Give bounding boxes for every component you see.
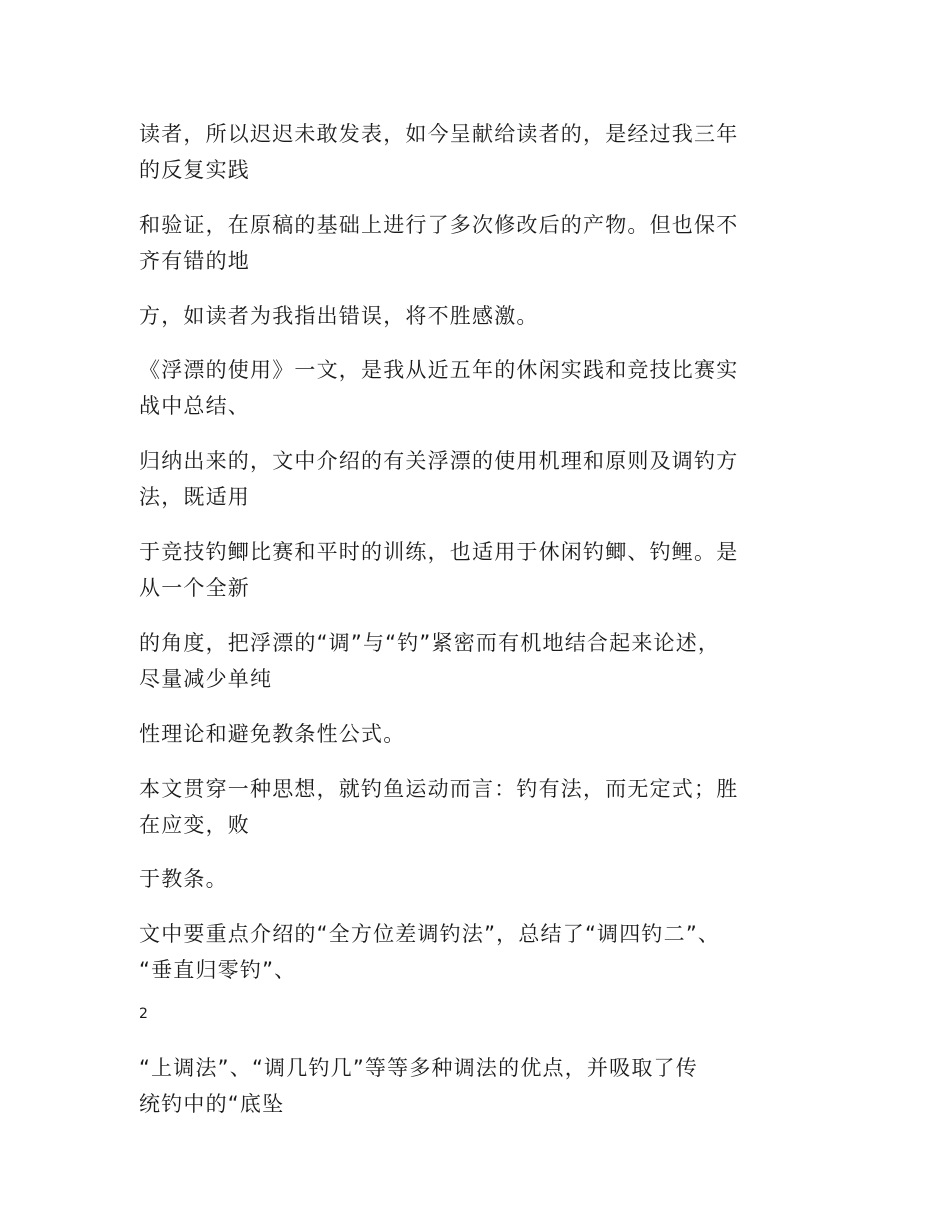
paragraph-7: 的角度，把浮漂的“调”与“钓”紧密而有机地结合起来论述， 尽量减少单纯 (139, 631, 721, 691)
paragraph-5: 归纳出来的，文中介绍的有关浮漂的使用机理和原则及调钓方 法，既适用 (139, 449, 739, 509)
paragraph-1: 读者，所以迟迟未敢发表，如今呈献给读者的，是经过我三年 的反复实践 (139, 122, 739, 182)
paragraph-2: 和验证，在原稿的基础上进行了多次修改后的产物。但也保不 齐有错的地 (139, 213, 739, 273)
paragraph-10: 于教条。 (139, 867, 228, 891)
paragraph-4: 《浮漂的使用》一文，是我从近五年的休闲实践和竞技比赛实 战中总结、 (139, 358, 739, 418)
paragraph-9: 本文贯穿一种思想，就钓鱼运动而言：钓有法，而无定式；胜 在应变，败 (139, 777, 739, 837)
paragraph-8: 性理论和避免教条性公式。 (139, 722, 406, 746)
paragraph-11: 文中要重点介绍的“全方位差调钓法”，总结了“调四钓二”、 “垂直归零钓”、 (139, 922, 721, 982)
paragraph-6: 于竞技钓鲫比赛和平时的训练，也适用于休闲钓鲫、钓鲤。是 从一个全新 (139, 540, 739, 600)
paragraph-12: “上调法”、“调几钓几”等等多种调法的优点，并吸取了传 统钓中的“底坠 (139, 1056, 698, 1116)
page-number: 2 (139, 1006, 148, 1022)
paragraph-3: 方，如读者为我指出错误，将不胜感激。 (139, 304, 539, 328)
